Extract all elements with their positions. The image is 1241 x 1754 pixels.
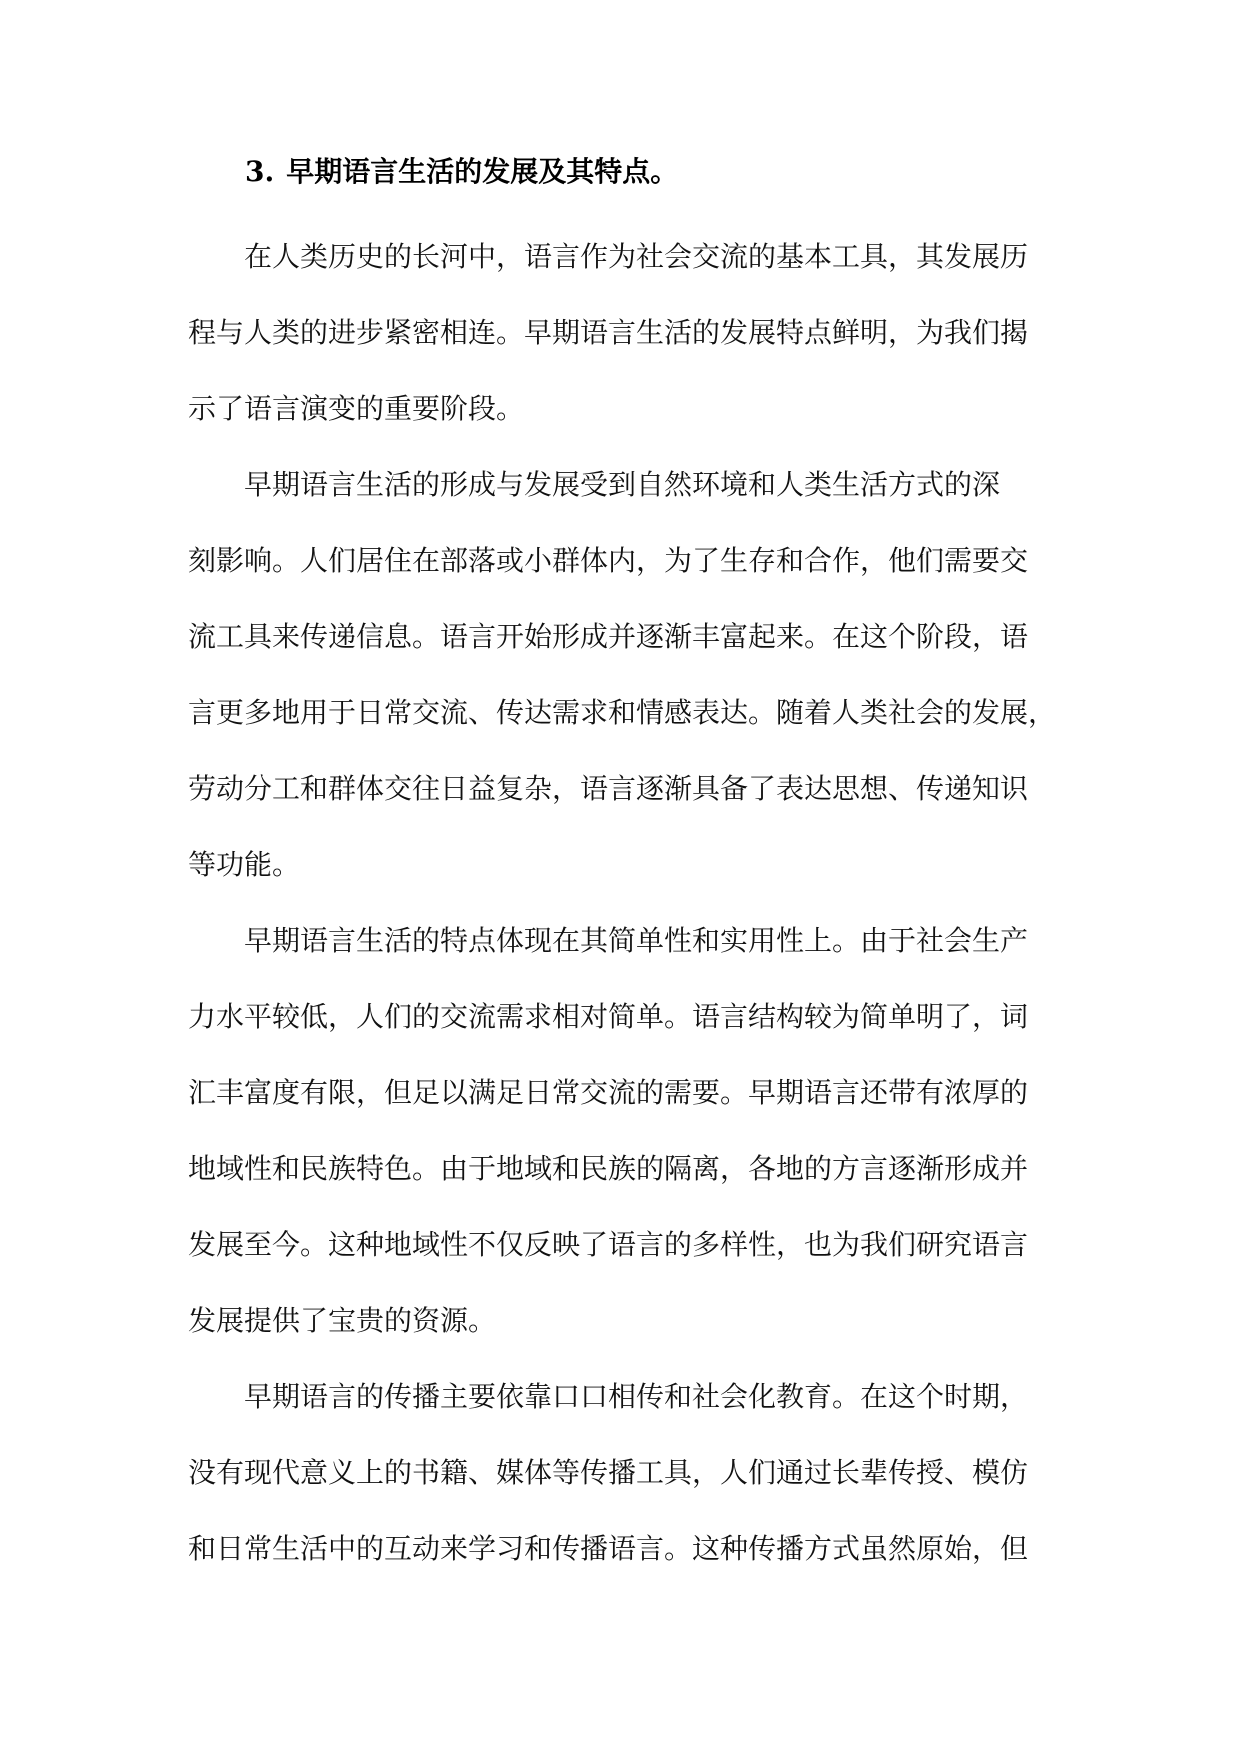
text-line: 和日常生活中的互动来学习和传播语言。这种传播方式虽然原始，但: [188, 1532, 1029, 1565]
text-line: 言更多地用于日常交流、传达需求和情感表达。随着人类社会的发展，: [188, 696, 1057, 729]
text-line: 早期语言的传播主要依靠口口相传和社会化教育。在这个时期，: [244, 1380, 1029, 1413]
text-line: 示了语言演变的重要阶段。: [188, 392, 525, 425]
text-line: 程与人类的进步紧密相连。早期语言生活的发展特点鲜明，为我们揭: [188, 316, 1029, 349]
text-line: 刻影响。人们居住在部落或小群体内，为了生存和合作，他们需要交: [188, 544, 1029, 577]
text-line: 没有现代意义上的书籍、媒体等传播工具，人们通过长辈传授、模仿: [188, 1456, 1029, 1489]
text-line: 地域性和民族特色。由于地域和民族的隔离，各地的方言逐渐形成并: [188, 1152, 1029, 1185]
section-title: 早期语言生活的发展及其特点。: [286, 155, 679, 188]
paragraph-3: [188, 903, 1068, 1359]
text-line: 等功能。: [188, 848, 301, 881]
text-line: 早期语言生活的特点体现在其简单性和实用性上。由于社会生产: [244, 924, 1029, 957]
text-line: 劳动分工和群体交往日益复杂，语言逐渐具备了表达思想、传递知识: [188, 772, 1029, 805]
section-number: 3.: [245, 155, 275, 188]
paragraph-1: [188, 219, 1068, 447]
text-line: 流工具来传递信息。语言开始形成并逐渐丰富起来。在这个阶段，语: [188, 620, 1029, 653]
text-line: 早期语言生活的形成与发展受到自然环境和人类生活方式的深: [244, 468, 1001, 501]
text-line: 力水平较低，人们的交流需求相对简单。语言结构较为简单明了，词: [188, 1000, 1029, 1033]
paragraph-2: [188, 447, 1068, 903]
text-line: 发展至今。这种地域性不仅反映了语言的多样性，也为我们研究语言: [188, 1228, 1029, 1261]
body-text: [188, 219, 1068, 1587]
text-line: 发展提供了宝贵的资源。: [188, 1304, 497, 1337]
section-heading: [245, 146, 678, 198]
text-line: 在人类历史的长河中，语言作为社会交流的基本工具，其发展历: [244, 240, 1029, 273]
paragraph-4: [188, 1359, 1068, 1587]
text-line: 汇丰富度有限，但足以满足日常交流的需要。早期语言还带有浓厚的: [188, 1076, 1029, 1109]
